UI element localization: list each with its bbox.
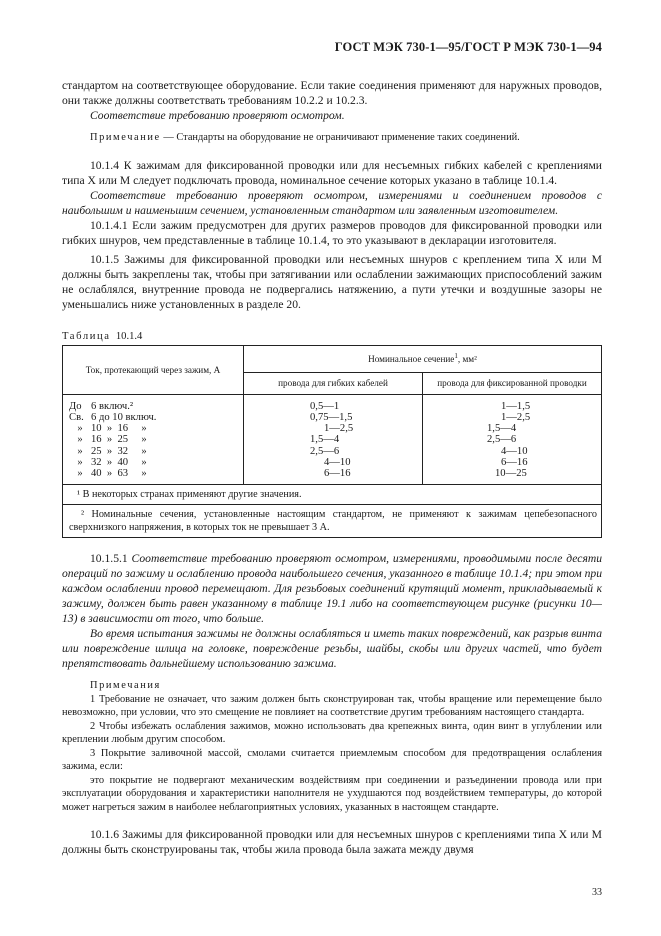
group-header-unit: , мм² (457, 353, 477, 364)
flexible-value: 4—10 (324, 456, 351, 468)
flexible-column (244, 394, 423, 484)
page-body (62, 78, 602, 857)
paragraph-10-1-4-1: 10.1.4.1 Если зажим предусмотрен для других размеров проводов для фиксированной проводки или гибких шнуров, чем представленные в таблице 10.1.4, то это указывают в декларации изготовителя. (62, 218, 602, 247)
flexible-value: 1—2,5 (324, 423, 354, 435)
table-footnote-2 (63, 504, 602, 538)
fixed-column (423, 394, 602, 484)
col-current-header: Ток, протекающий через зажим, А (63, 345, 244, 394)
note-3-continued: это покрытие не подвергают механическим воздействиям при соединении и разъединении провода или при эксплуатации оборудования и характеристики наполнителя не ухудшаются под воздействием температуры, до которой может нагреться зажим в наиболее неблагоприятных условиях, указанных в настоящем стандарте. (62, 774, 602, 813)
col-flexible-header: провода для гибких кабелей (244, 373, 423, 394)
paragraph-10-1-5: 10.1.5 Зажимы для фиксированной проводки или несъемных шнуров с креплением типа X или M должны быть закреплены так, чтобы при затягивании или ослаблении зажимающих приспособлений зажим не ослаблялся, внутренние провода не подвергались натяжению, а пути утечки и воздушные зазоры не уменьшались ниже установленных в разделе 20. (62, 252, 602, 311)
note-1: 1 Требование не означает, что зажим должен быть сконструирован так, чтобы вращение или перемещение было невозможно, при условии, что это смещение не повлияет на соответствие другим требованиям настоящего стандарта. (62, 693, 602, 719)
flexible-value: 2,5—6 (310, 445, 340, 457)
table-row-current: » 10 » 16 » (77, 423, 147, 435)
paragraph-10-1-6: 10.1.6 Зажимы для фиксированной проводки или для несъемных шнуров с креплениями типа X или M должны быть сконструированы так, чтобы жила провода была зажата между двумя (62, 828, 602, 857)
paragraph-10-1-4-check: Соответствие требованию проверяют осмотром, измерениями и соединением проводов с наибольшим и наименьшим сечением, установленным стандартом или заявленным изготовителем. (62, 188, 602, 217)
table-caption-label: Таблица (62, 330, 111, 342)
paragraph-10-1-5-1 (62, 551, 602, 626)
page-number: 33 (592, 887, 602, 898)
table-row-current: Св. 6 до 10 включ. (69, 411, 157, 423)
table-row-current: » 25 » 32 » (77, 445, 147, 457)
flexible-value: 1,5—4 (310, 434, 340, 446)
table-caption (62, 331, 602, 342)
document-header: ГОСТ МЭК 730-1—95/ГОСТ Р МЭК 730-1—94 (334, 40, 602, 54)
fixed-value: 1,5—4 (487, 423, 517, 435)
col-fixed-header: провода для фиксированной проводки (423, 373, 602, 394)
fixed-value: 6—16 (501, 456, 528, 468)
group-header-sup: 1 (454, 351, 458, 360)
flexible-value: 6—16 (324, 468, 351, 480)
table-row-current: » 16 » 25 » (77, 434, 147, 446)
footnote-2-text: ² Номинальные сечения, установленные настоящим стандартом, не применяют к зажимам цепебезопасного сверхнизкого напряжения, в которых ток не превышает 3 А. (69, 508, 597, 534)
fixed-value: 10—25 (495, 468, 527, 480)
paragraph-intro-check: Соответствие требованию проверяют осмотром. (90, 109, 345, 122)
cross-section-table (62, 345, 602, 539)
note-2: 2 Чтобы избежать ослабления зажимов, можно использовать два крепежных винта, один винт в углублении или креплении любым другим способом. (62, 720, 602, 746)
current-column (63, 394, 244, 484)
table-row-current: » 40 » 63 » (77, 468, 147, 480)
fixed-value: 2,5—6 (487, 434, 517, 446)
group-header-text: Номинальное сечение (368, 353, 455, 364)
paragraph-10-1-5-1-number: 10.1.5.1 (90, 552, 132, 566)
flexible-value: 0,5—1 (310, 400, 340, 412)
table-row-current: До 6 включ.² (69, 400, 134, 412)
paragraph-10-1-5-1-text: Соответствие требованию проверяют осмотром, измерениями, проводимыми после десяти операций по зажиму и ослаблению провода наибольшего сечения, указанного в таблице 10.1.4; при этом при каждом ослаблении провод перемещают. Для резьбовых соединений крутящий момент, прикладываемый к зажиму, должен быть равен указанному в таблице 19.1 либо на соответствующем рисунке (рисунки 10—13) в зависимости от того, что больше. (62, 552, 603, 626)
note-3: 3 Покрытие заливочной массой, смолами считается приемлемым способом для предотвращения ослабления зажима, если: (62, 747, 602, 773)
table-footnote-1 (63, 484, 602, 504)
fixed-value: 1—1,5 (501, 400, 531, 412)
notes-label: Примечания (90, 680, 161, 692)
note-text: — Стандарты на оборудование не ограничивают применение таких соединений. (160, 132, 520, 143)
note-label: Примечание (90, 132, 161, 143)
flexible-value: 0,75—1,5 (310, 411, 353, 423)
footnote-1-text: ¹ В некоторых странах применяют другие значения. (77, 488, 302, 500)
col-group-header (244, 345, 602, 373)
table-caption-number: 10.1.4 (115, 330, 143, 342)
fixed-value: 4—10 (501, 445, 528, 457)
paragraph-10-1-4: 10.1.4 К зажимам для фиксированной проводки или для несъемных гибких кабелей с креплениями типа X или M следует подключать провода, номинальное сечение которых указано в таблице 10.1.4. (62, 158, 602, 187)
paragraph-10-1-5-1-b: Во время испытания зажимы не должны ослабляться и иметь таких повреждений, как разрыв винта или повреждение шлица на головке, повреждение резьбы, шайбы, скобы или других частей, что будет препятствовать дальнейшему использованию зажима. (62, 627, 602, 671)
paragraph-intro: стандартом на соответствующее оборудование. Если такие соединения применяют для наружных проводов, они также должны соответствать требованиям 10.2.2 и 10.2.3. (62, 79, 602, 107)
fixed-value: 1—2,5 (501, 411, 531, 423)
note-standards (62, 131, 602, 145)
table-row-current: » 32 » 40 » (77, 456, 147, 468)
